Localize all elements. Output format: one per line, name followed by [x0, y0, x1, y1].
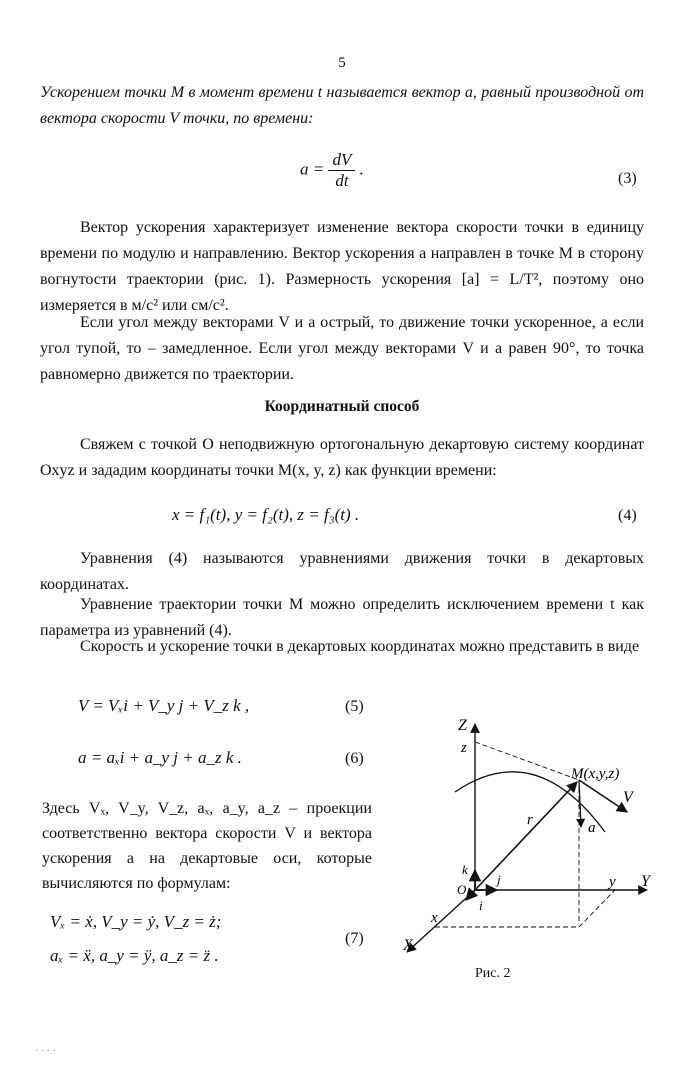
- x-axis: [407, 890, 475, 952]
- label-M: M(x,y,z): [571, 766, 620, 782]
- acceleration-paragraph: Вектор ускорения характеризует изменение вектора скорости точки в единицу времени по модулю и направлению. Вектор ускорения a направлен в точке M в сторону вогнутости траектории (рис. 1). Размерность ускорения [a] = L/T², поэтому оно измеряется в м/с² или см/с².: [40, 219, 644, 314]
- label-O: O: [457, 882, 467, 897]
- scan-mark: · · · ·: [35, 1046, 56, 1057]
- equation-7-number: (7): [345, 930, 364, 947]
- eq3-denominator: dt: [335, 171, 349, 190]
- trajectory-paragraph: Уравнение траектории точки M можно определить исключением времени t как параметра из уравнений (4).: [40, 596, 644, 639]
- definition-paragraph: Ускорением точки M в момент времени t называется вектор a, равный производной от вектора скорости V точки, по времени:: [40, 84, 644, 127]
- label-r: r: [527, 812, 533, 828]
- equations-of-motion-paragraph: Уравнения (4) называются уравнениями движения точки в декартовых координатах.: [40, 550, 644, 593]
- label-Z: Z: [458, 717, 467, 734]
- eq3-tail: .: [359, 159, 364, 179]
- section-heading: Координатный способ: [264, 398, 420, 415]
- figure-2-diagram: [395, 712, 680, 970]
- motion-type-paragraph: Если угол между векторами V и a острый, то движение точки ускоренное, а если угол тупой, то – замедленное. Если угол между векторами V и a равен 90°, то точка равномерно движется по траектории.: [40, 314, 644, 383]
- equation-4-number: (4): [618, 507, 637, 524]
- label-i: i: [479, 898, 483, 913]
- radius-vector-r: [475, 782, 577, 890]
- equation-5-number: (5): [345, 698, 364, 715]
- equation-7-line-1: Vₓ = ẋ, V_y = ẏ, V_z = ż;: [50, 912, 222, 931]
- label-a: a: [588, 820, 596, 836]
- eq3-numerator: dV: [328, 150, 355, 171]
- eq3-fraction: [328, 150, 355, 191]
- equation-3-number: (3): [618, 170, 637, 187]
- equation-6: a = aₓi + a_y j + a_z k .: [78, 748, 242, 767]
- projections-paragraph: Здесь Vₓ, V_y, V_z, aₓ, a_y, a_z – проекции соответственно вектора скорости V и вектора ускорения a на декартовые оси, которые вычисляются по формулам:: [42, 800, 372, 892]
- unit-vector-i: [466, 890, 475, 900]
- label-y: y: [609, 874, 616, 890]
- label-z: z: [461, 740, 467, 756]
- equation-3: [300, 150, 364, 191]
- label-x: x: [431, 910, 438, 926]
- page-number: 5: [338, 55, 346, 71]
- figure-caption: Рис. 2: [475, 966, 511, 981]
- representation-paragraph: Скорость и ускорение точки в декартовых координатах можно представить в виде: [80, 638, 640, 655]
- label-k: k: [462, 862, 468, 877]
- equation-6-number: (6): [345, 750, 364, 767]
- equation-5: V = Vₓi + V_y j + V_z k ,: [78, 696, 250, 715]
- coordinate-paragraph: Свяжем с точкой O неподвижную ортогональную декартовую систему координат Oxyz и зададим координаты точки M(x, y, z) как функции времени:: [40, 436, 644, 479]
- label-V: V: [623, 789, 633, 806]
- velocity-vector-V: [579, 780, 627, 812]
- label-j: j: [497, 872, 501, 887]
- label-Y: Y: [641, 873, 650, 890]
- eq3-lhs: a =: [300, 159, 325, 179]
- label-X: X: [403, 937, 413, 954]
- equation-7-line-2: aₓ = ẍ, a_y = ÿ, a_z = z̈ .: [50, 946, 219, 965]
- projection-line-y: [579, 890, 615, 927]
- equation-4: x = f₁(t), y = f₂(t), z = f₃(t) .: [172, 505, 360, 524]
